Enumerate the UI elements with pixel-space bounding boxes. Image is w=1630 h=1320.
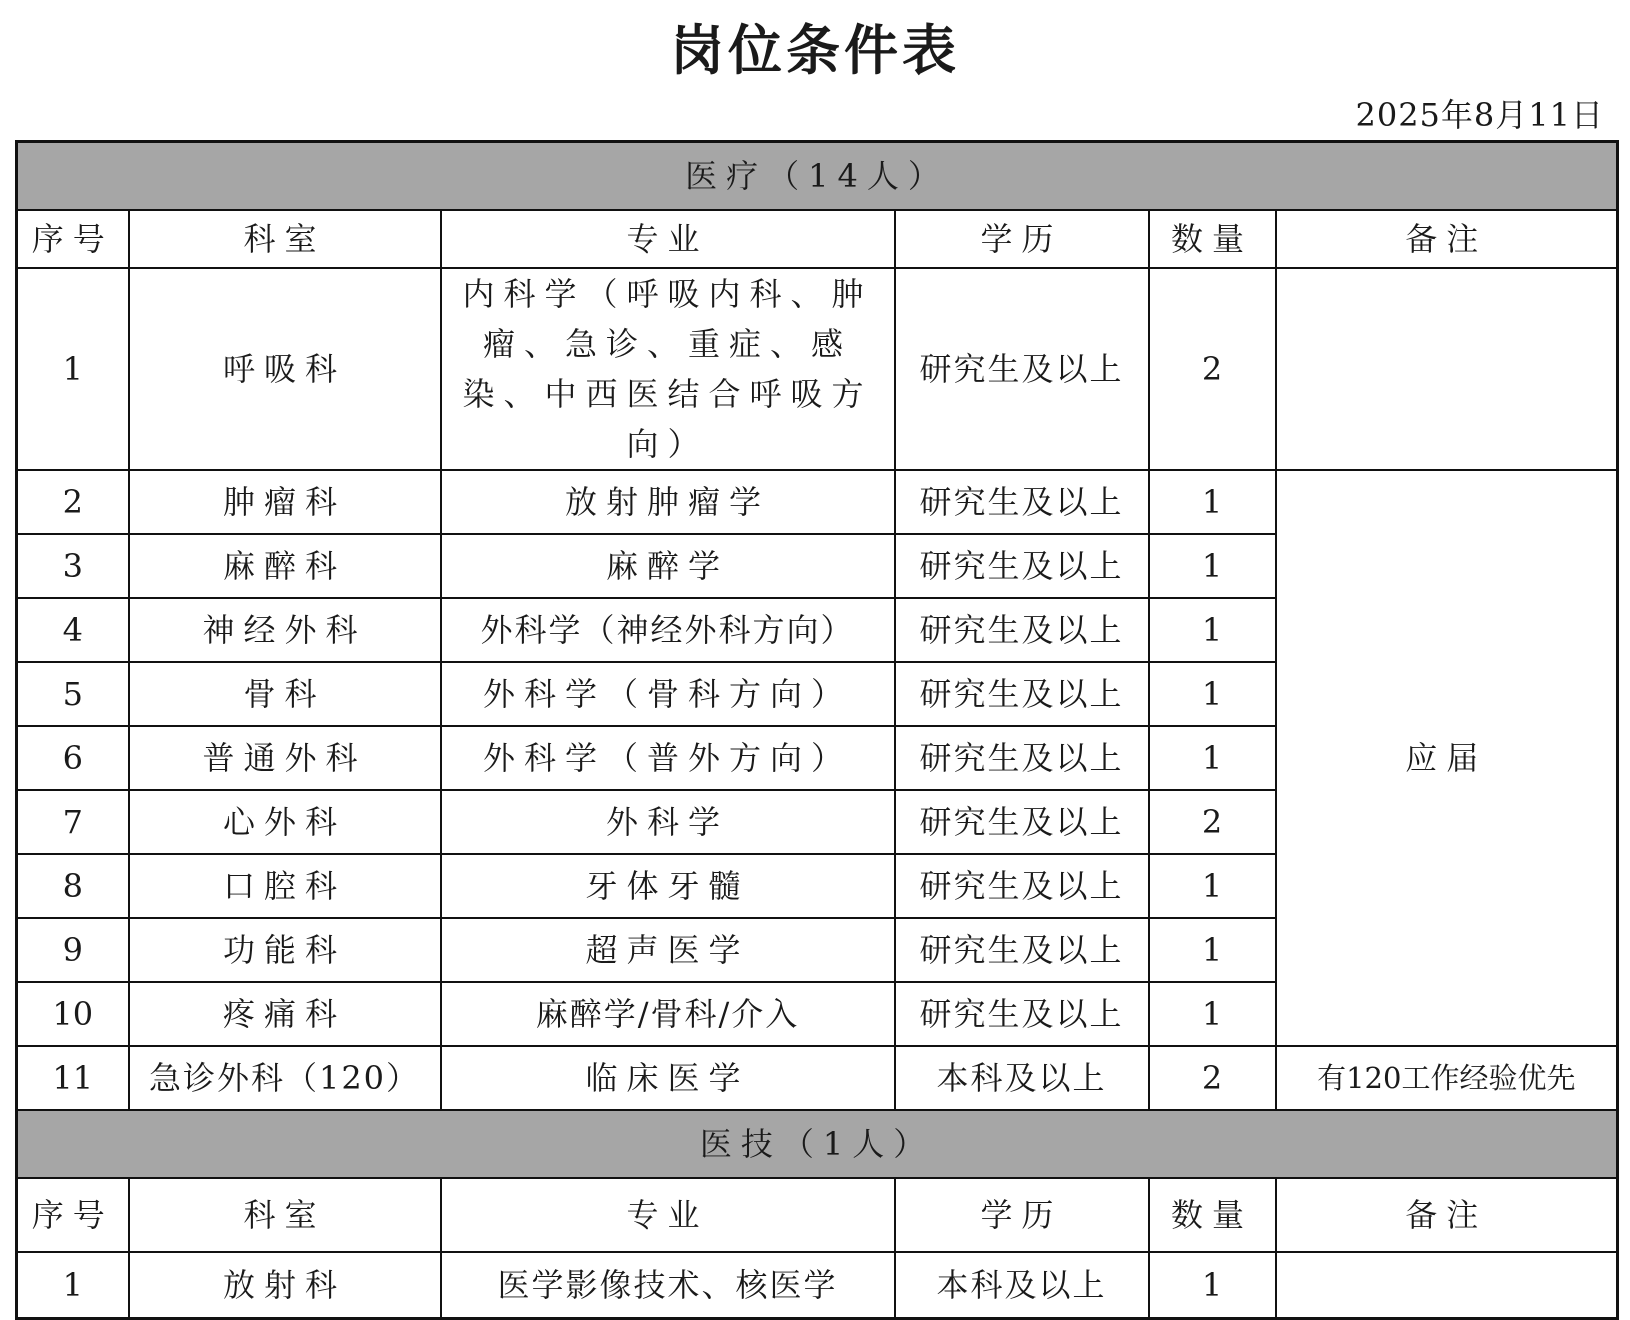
column-header-row: [17, 1178, 1618, 1252]
cell-no: 4: [17, 598, 129, 662]
cell-no: 6: [17, 726, 129, 790]
cell-no: 9: [17, 918, 129, 982]
cell-education: 研究生及以上: [895, 470, 1149, 534]
cell-no: 8: [17, 854, 129, 918]
cell-major: 临床医学: [441, 1046, 895, 1110]
cell-count: 1: [1149, 662, 1276, 726]
section-header-medtech: [17, 1110, 1618, 1178]
section-header-medical: [17, 142, 1618, 211]
cell-major: 牙体牙髓: [441, 854, 895, 918]
cell-no: 11: [17, 1046, 129, 1110]
cell-education: 研究生及以上: [895, 854, 1149, 918]
cell-dept: 放射科: [129, 1252, 441, 1319]
cell-count: 1: [1149, 982, 1276, 1046]
cell-dept: 麻醉科: [129, 534, 441, 598]
cell-count: 1: [1149, 854, 1276, 918]
cell-dept: 普通外科: [129, 726, 441, 790]
cell-education: 研究生及以上: [895, 982, 1149, 1046]
cell-major: 外科学（普外方向）: [441, 726, 895, 790]
cell-major: 麻醉学/骨科/介入: [441, 982, 895, 1046]
header-no: 序号: [17, 210, 129, 268]
cell-no: 5: [17, 662, 129, 726]
cell-major: 麻醉学: [441, 534, 895, 598]
cell-no: 7: [17, 790, 129, 854]
cell-count: 2: [1149, 268, 1276, 470]
cell-note-merged: 应届: [1276, 470, 1618, 1046]
cell-education: 研究生及以上: [895, 790, 1149, 854]
cell-major: 外科学（神经外科方向）: [441, 598, 895, 662]
cell-no: 10: [17, 982, 129, 1046]
cell-major: 外科学: [441, 790, 895, 854]
cell-education: 本科及以上: [895, 1046, 1149, 1110]
section-title: 医疗（14人）: [17, 142, 1618, 211]
cell-count: 1: [1149, 726, 1276, 790]
job-conditions-table: [15, 140, 1619, 1320]
cell-count: 1: [1149, 1252, 1276, 1319]
cell-dept: 急诊外科（120）: [129, 1046, 441, 1110]
table-row: [17, 1252, 1618, 1319]
cell-count: 1: [1149, 534, 1276, 598]
cell-dept: 功能科: [129, 918, 441, 982]
header-count: 数量: [1149, 210, 1276, 268]
cell-note: [1276, 268, 1618, 470]
header-note: 备注: [1276, 210, 1618, 268]
header-count: 数量: [1149, 1178, 1276, 1252]
cell-note: 有120工作经验优先: [1276, 1046, 1618, 1110]
cell-education: 研究生及以上: [895, 662, 1149, 726]
cell-count: 1: [1149, 918, 1276, 982]
table-row: [17, 470, 1618, 534]
cell-education: 研究生及以上: [895, 598, 1149, 662]
table-row: [17, 1046, 1618, 1110]
cell-education: 研究生及以上: [895, 726, 1149, 790]
page-title: 岗位条件表: [670, 19, 960, 82]
cell-no: 3: [17, 534, 129, 598]
header-major: 专业: [441, 210, 895, 268]
cell-major: 超声医学: [441, 918, 895, 982]
cell-no: 1: [17, 1252, 129, 1319]
cell-education: 研究生及以上: [895, 918, 1149, 982]
section-title: 医技（1人）: [17, 1110, 1618, 1178]
header-education: 学历: [895, 1178, 1149, 1252]
cell-dept: 骨科: [129, 662, 441, 726]
cell-dept: 肿瘤科: [129, 470, 441, 534]
document-date: 2025年8月11日: [1355, 96, 1604, 134]
column-header-row: [17, 210, 1618, 268]
cell-major: 医学影像技术、核医学: [441, 1252, 895, 1319]
cell-dept: 呼吸科: [129, 268, 441, 470]
cell-dept: 心外科: [129, 790, 441, 854]
header-no: 序号: [17, 1178, 129, 1252]
table-row: [17, 268, 1618, 470]
cell-major: 外科学（骨科方向）: [441, 662, 895, 726]
header-note: 备注: [1276, 1178, 1618, 1252]
cell-count: 2: [1149, 1046, 1276, 1110]
cell-no: 2: [17, 470, 129, 534]
cell-no: 1: [17, 268, 129, 470]
cell-major: 放射肿瘤学: [441, 470, 895, 534]
cell-count: 1: [1149, 598, 1276, 662]
cell-major: 内科学（呼吸内科、肿瘤、急诊、重症、感染、中西医结合呼吸方向）: [441, 268, 895, 470]
header-dept: 科室: [129, 1178, 441, 1252]
header-dept: 科室: [129, 210, 441, 268]
header-major: 专业: [441, 1178, 895, 1252]
cell-note: [1276, 1252, 1618, 1319]
cell-count: 1: [1149, 470, 1276, 534]
cell-dept: 疼痛科: [129, 982, 441, 1046]
cell-dept: 口腔科: [129, 854, 441, 918]
cell-education: 研究生及以上: [895, 534, 1149, 598]
cell-education: 本科及以上: [895, 1252, 1149, 1319]
cell-education: 研究生及以上: [895, 268, 1149, 470]
cell-dept: 神经外科: [129, 598, 441, 662]
header-education: 学历: [895, 210, 1149, 268]
cell-count: 2: [1149, 790, 1276, 854]
